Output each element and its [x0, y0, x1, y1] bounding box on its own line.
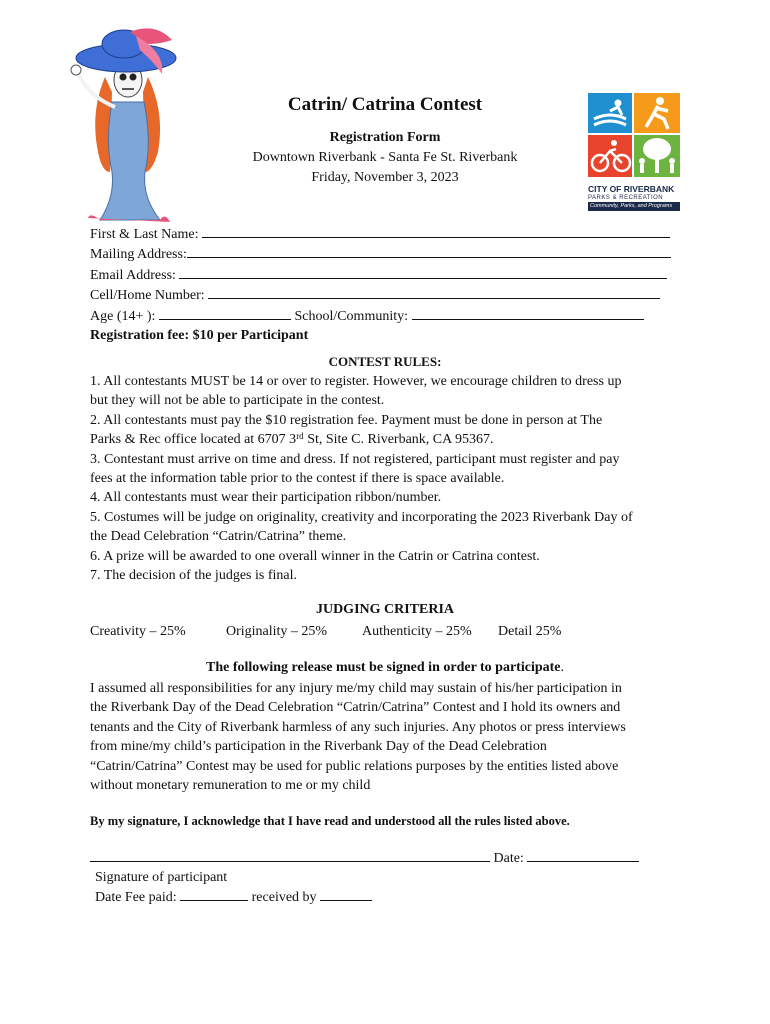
registration-fee: Registration fee: $10 per Participant [90, 328, 309, 344]
criteria-originality: Originality – 25% [226, 624, 328, 639]
release-line-6: without monetary remuneration to me or my child [90, 778, 371, 794]
rules-list [90, 372, 633, 585]
signature-row [90, 848, 639, 868]
rule-3b: fees at the information table prior to the contest if there is space available. [90, 471, 505, 487]
signature-field[interactable] [90, 848, 490, 862]
rule-6: 6. A prize will be awarded to one overall winner in the Catrin or Catrina contest. [90, 548, 540, 564]
date-label: Date: [493, 851, 524, 866]
rule-1a: 1. All contestants MUST be 14 or over to register. However, we encourage children to dress up [90, 374, 622, 389]
name-row [90, 224, 690, 244]
fee-paid-row [95, 887, 372, 907]
mailing-field[interactable] [187, 244, 671, 258]
logo-tagline: Community, Parks, and Programs [588, 202, 680, 211]
mailing-row [90, 244, 690, 264]
rule-2b [90, 430, 633, 449]
release-heading [0, 660, 770, 676]
release-line-4: from mine/my child’s participation in the Riverbank Day of the Dead Celebration [90, 739, 547, 755]
rules-heading: CONTEST RULES: [328, 354, 442, 369]
phone-row [90, 285, 690, 305]
phone-label: Cell/Home Number: [90, 288, 205, 304]
age-school-row [90, 306, 690, 326]
email-label: Email Address: [90, 267, 176, 283]
judging-heading: JUDGING CRITERIA [315, 602, 455, 617]
rule-2b-text-end: St, Site C. Riverbank, CA 95367. [303, 432, 494, 448]
release-line-3: tenants and the City of Riverbank harmless of any such injuries. Any photos or press interviews [90, 719, 626, 735]
name-label: First & Last Name: [90, 227, 199, 242]
rule-4: 4. All contestants must wear their participation ribbon/number. [90, 490, 442, 506]
release-heading-text: The following release must be signed in order to participate [205, 660, 561, 675]
event-location: Downtown Riverbank - Santa Fe St. Riverbank [252, 150, 518, 165]
city-logo [588, 93, 680, 211]
school-field[interactable] [412, 306, 644, 320]
logo-city-name: CITY OF RIVERBANK [588, 184, 675, 194]
rule-5a: 5. Costumes will be judge on originality, creativity and incorporating the 2023 Riverbank Day of [90, 509, 633, 525]
name-field[interactable] [202, 224, 670, 238]
release-line-5: “Catrin/Catrina” Contest may be used for public relations purposes by the entities listed above [90, 758, 619, 774]
release-line-2: the Riverbank Day of the Dead Celebration “Catrin/Catrina” Contest and I hold its owners and [90, 700, 621, 716]
fee-paid-label: Date Fee paid: [95, 890, 177, 905]
event-date: Friday, November 3, 2023 [311, 170, 459, 185]
release-heading-period: . [560, 660, 565, 675]
date-field[interactable] [527, 848, 639, 862]
rule-3a: 3. Contestant must arrive on time and dress. If not registered, participant must register and pay [90, 451, 620, 467]
acknowledgement: By my signature, I acknowledge that I have read and understood all the rules listed above. [90, 814, 570, 828]
criteria-authenticity: Authenticity – 25% [362, 624, 472, 639]
rule-5b: the Dead Celebration “Catrin/Catrina” theme. [90, 529, 347, 545]
release-text [90, 679, 626, 795]
email-row [90, 265, 690, 285]
rule-7: 7. The decision of the judges is final. [90, 568, 297, 584]
mailing-label: Mailing Address: [90, 247, 187, 263]
logo-dept-name: PARKS & RECREATION [588, 195, 664, 201]
received-by-field[interactable] [320, 887, 372, 901]
age-field[interactable] [159, 306, 291, 320]
criteria-creativity: Creativity – 25% [90, 624, 186, 639]
rule-1b: but they will not be able to participate in the contest. [90, 393, 385, 409]
criteria-detail: Detail 25% [498, 624, 562, 639]
school-label: School/Community: [294, 308, 409, 324]
signature-label: Signature of participant [95, 870, 228, 885]
email-field[interactable] [179, 265, 667, 279]
age-label: Age (14+ ): [90, 308, 156, 324]
received-by-label: received by [251, 890, 317, 905]
rule-2b-sup: rd [296, 431, 304, 442]
release-line-1: I assumed all responsibilities for any injury me/my child may sustain of his/her participation in [90, 681, 622, 696]
page-title: Catrin/ Catrina Contest [287, 94, 483, 115]
fee-paid-field[interactable] [180, 887, 248, 901]
logo-tiles-icon [588, 93, 680, 177]
rule-2b-text: Parks & Rec office located at 6707 3 [90, 432, 297, 448]
rule-2a: 2. All contestants must pay the $10 registration fee. Payment must be done in person at The [90, 412, 603, 428]
catrina-illustration [60, 22, 190, 227]
phone-field[interactable] [208, 285, 660, 299]
form-fields [90, 224, 690, 345]
form-subtitle: Registration Form [329, 130, 441, 145]
